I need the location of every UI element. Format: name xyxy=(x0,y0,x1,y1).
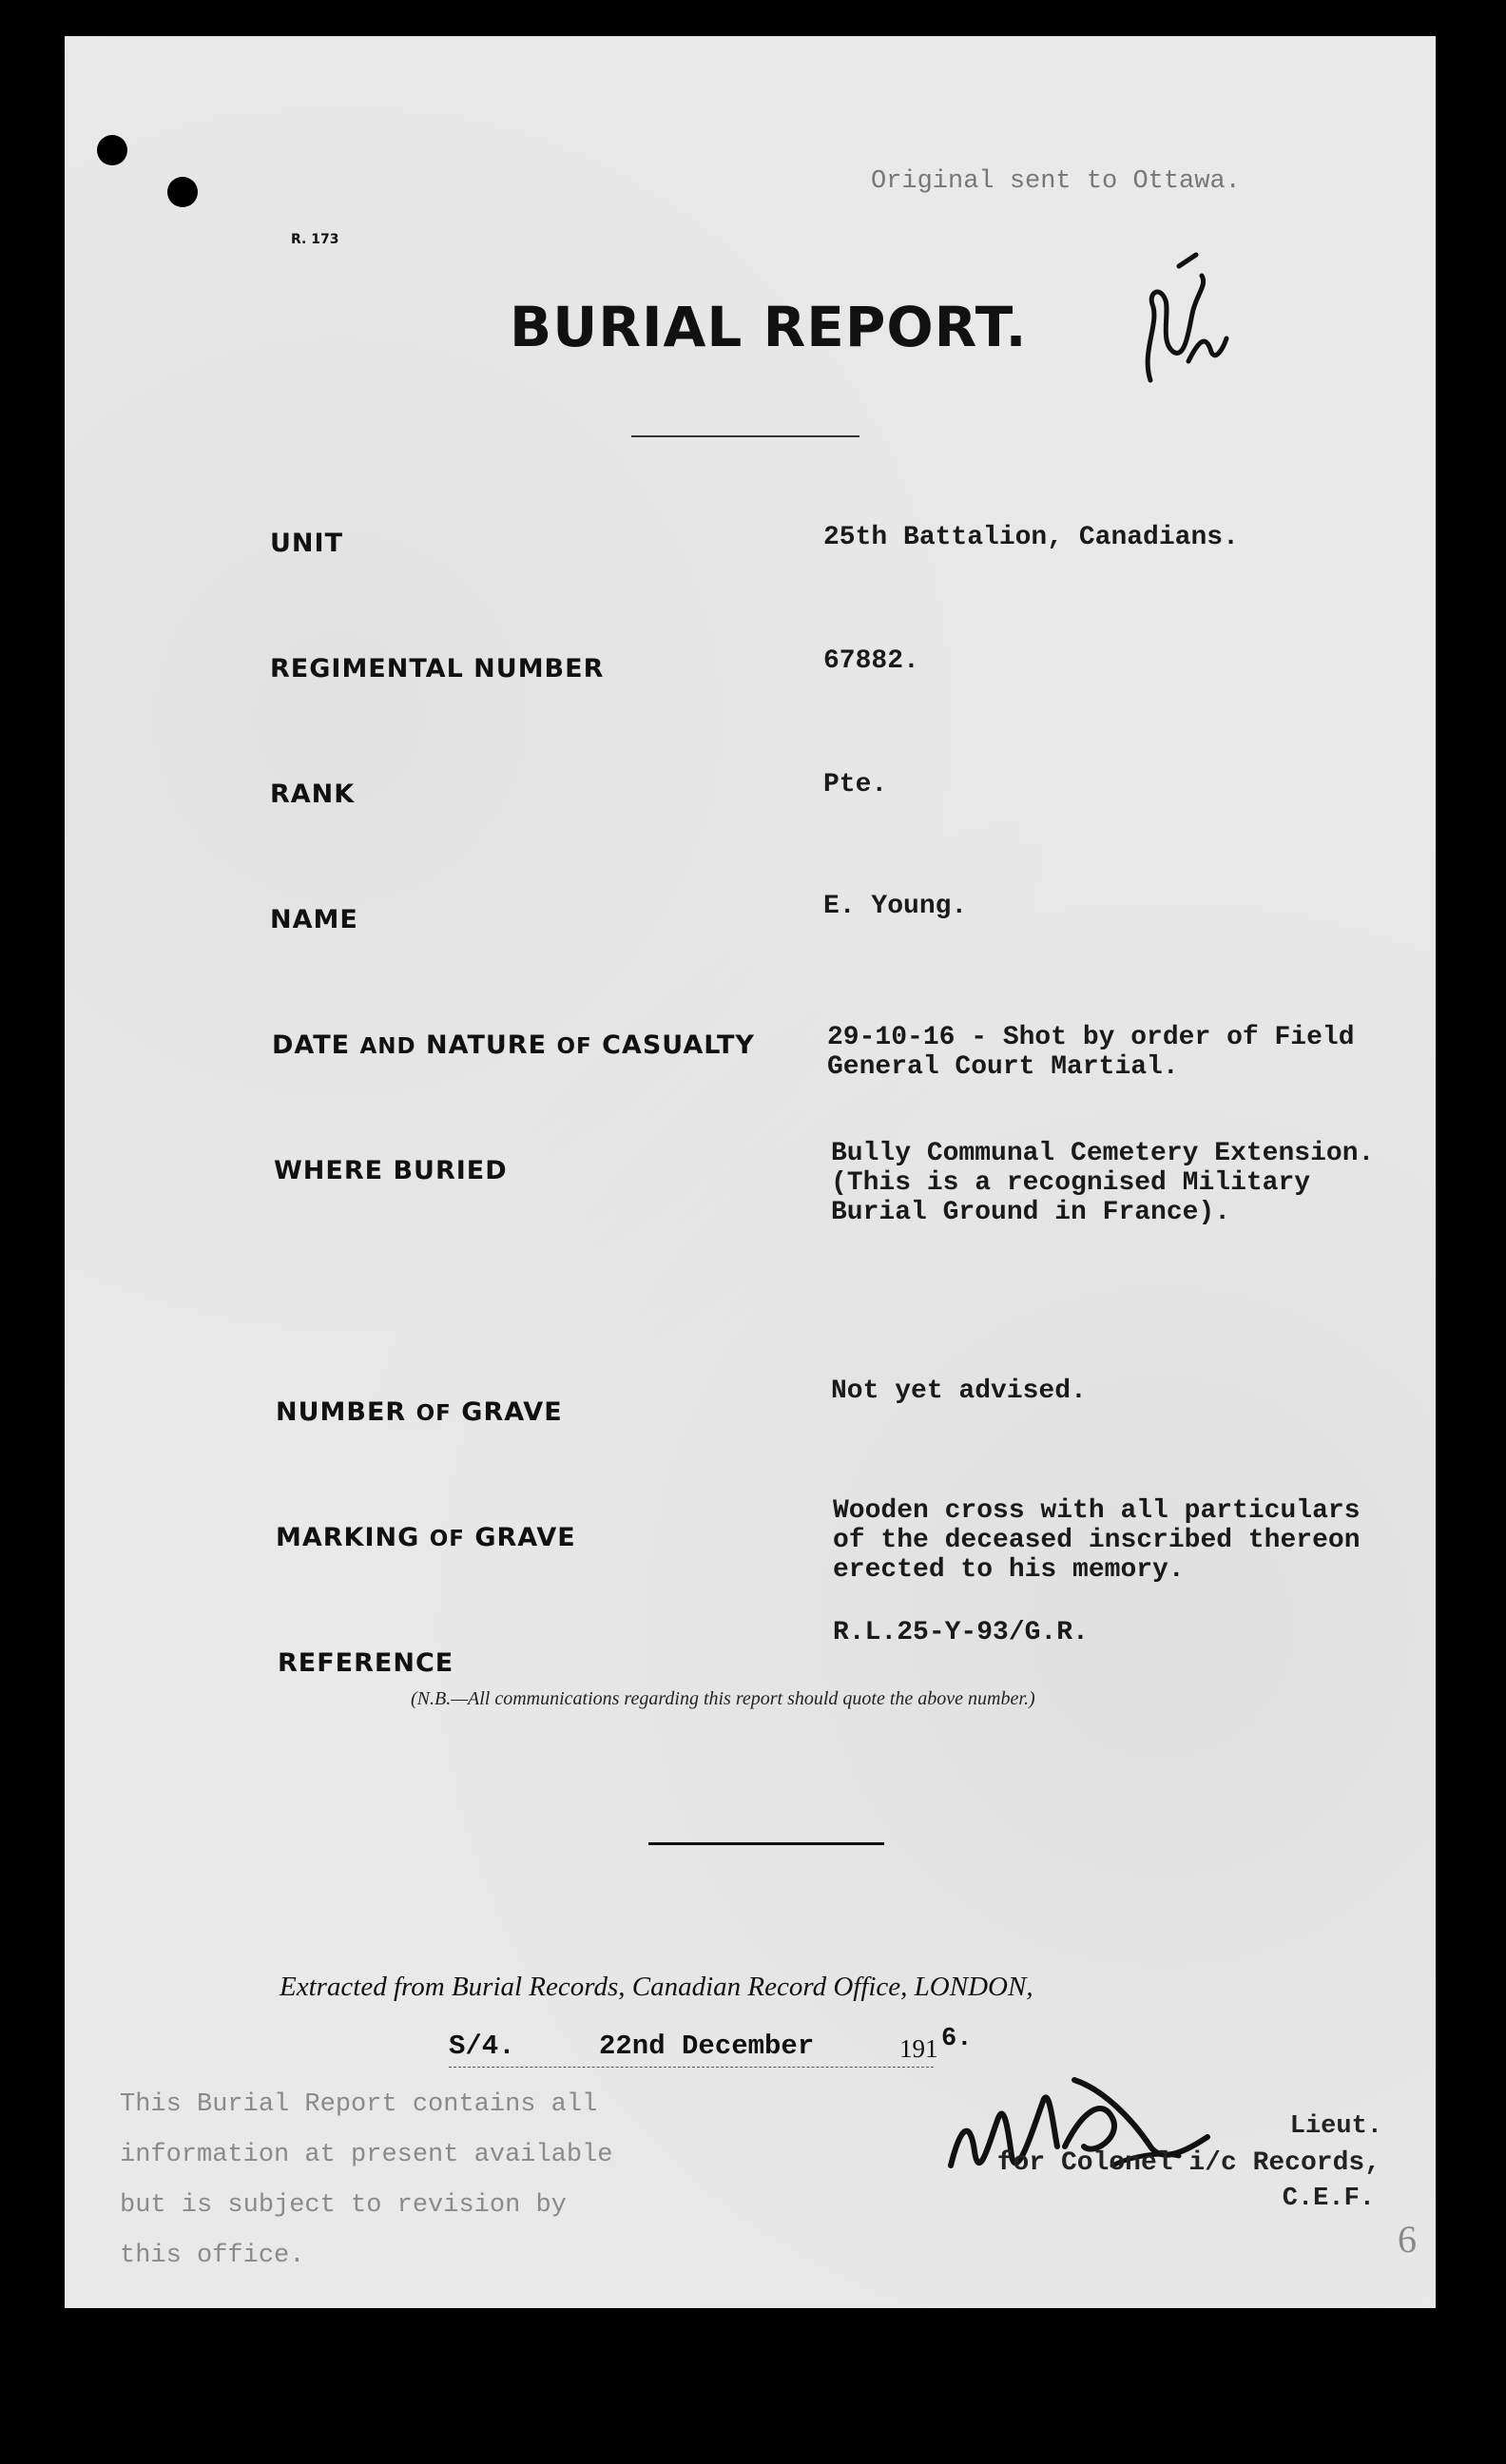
where-buried-value: Bully Communal Cemetery Extension. (This is a recognised Military Burial Ground in France). xyxy=(831,1139,1375,1227)
disclaimer-text: This Burial Report contains all information at present available but is subject to revision by this office. xyxy=(120,2090,613,2270)
regimental-number-value: 67882. xyxy=(823,646,919,676)
casualty-label xyxy=(272,1030,755,1060)
number-of-grave-label xyxy=(276,1397,563,1427)
marking-of-grave-label xyxy=(276,1523,576,1552)
extracted-from-line: Extracted from Burial Records, Canadian Record Office, LONDON, xyxy=(280,1972,1033,2002)
name-value: E. Young. xyxy=(823,892,968,921)
casualty-value: 29-10-16 - Shot by order of Field General Court Martial. xyxy=(827,1023,1355,1082)
punch-hole-top xyxy=(97,135,127,165)
nb-note: (N.B.—All communications regarding this report should quote the above number.) xyxy=(411,1688,1035,1709)
number-of-grave-label-of: OF xyxy=(415,1401,452,1426)
number-of-grave-label-number: NUMBER xyxy=(276,1397,407,1427)
burial-report-document xyxy=(65,36,1436,2308)
officer-signature xyxy=(932,2061,1236,2204)
casualty-label-of: OF xyxy=(556,1034,592,1059)
unit-value: 25th Battalion, Canadians. xyxy=(823,523,1239,552)
title-divider xyxy=(631,435,859,437)
regimental-number-label: REGIMENTAL NUMBER xyxy=(270,654,605,683)
marking-of-grave-label-marking: MARKING xyxy=(276,1523,420,1552)
reference-value: R.L.25-Y-93/G.R. xyxy=(833,1618,1089,1647)
unit-label: UNIT xyxy=(270,529,343,558)
casualty-label-nature: NATURE xyxy=(426,1030,548,1060)
rank-label: RANK xyxy=(270,780,356,809)
signature-rank: Lieut. xyxy=(1289,2112,1382,2141)
report-date: 22nd December xyxy=(599,2031,815,2062)
signature-for-line: for Colonel i/c Records, xyxy=(996,2148,1380,2178)
date-line xyxy=(449,2025,973,2070)
signature-unit: C.E.F. xyxy=(1282,2185,1375,2213)
marking-of-grave-label-grave: GRAVE xyxy=(474,1523,576,1552)
form-code: R. 173 xyxy=(291,232,339,247)
year-prefix: 191 xyxy=(899,2034,938,2063)
original-sent-note: Original sent to Ottawa. xyxy=(871,167,1241,196)
office-reference: S/4. xyxy=(449,2031,515,2062)
number-of-grave-label-grave: GRAVE xyxy=(461,1397,563,1427)
casualty-label-and: AND xyxy=(359,1034,416,1059)
date-underline xyxy=(449,2067,934,2069)
number-of-grave-value: Not yet advised. xyxy=(831,1376,1087,1406)
handwritten-entered-initials xyxy=(1131,247,1236,399)
page-title: BURIAL REPORT. xyxy=(510,295,1028,359)
section-divider xyxy=(648,1842,884,1845)
name-label: NAME xyxy=(270,905,358,934)
marking-of-grave-value: Wooden cross with all particulars of the deceased inscribed thereon erected to his memory. xyxy=(833,1496,1361,1585)
page-number: 6 xyxy=(1398,2218,1417,2261)
punch-hole-bottom xyxy=(167,177,198,207)
year-suffix: 6. xyxy=(941,2025,973,2053)
marking-of-grave-label-of: OF xyxy=(429,1527,465,1551)
rank-value: Pte. xyxy=(823,770,888,799)
reference-label: REFERENCE xyxy=(278,1648,454,1678)
casualty-label-casualty: CASUALTY xyxy=(602,1030,755,1060)
casualty-label-date: DATE xyxy=(272,1030,351,1060)
where-buried-label: WHERE BURIED xyxy=(274,1156,508,1185)
